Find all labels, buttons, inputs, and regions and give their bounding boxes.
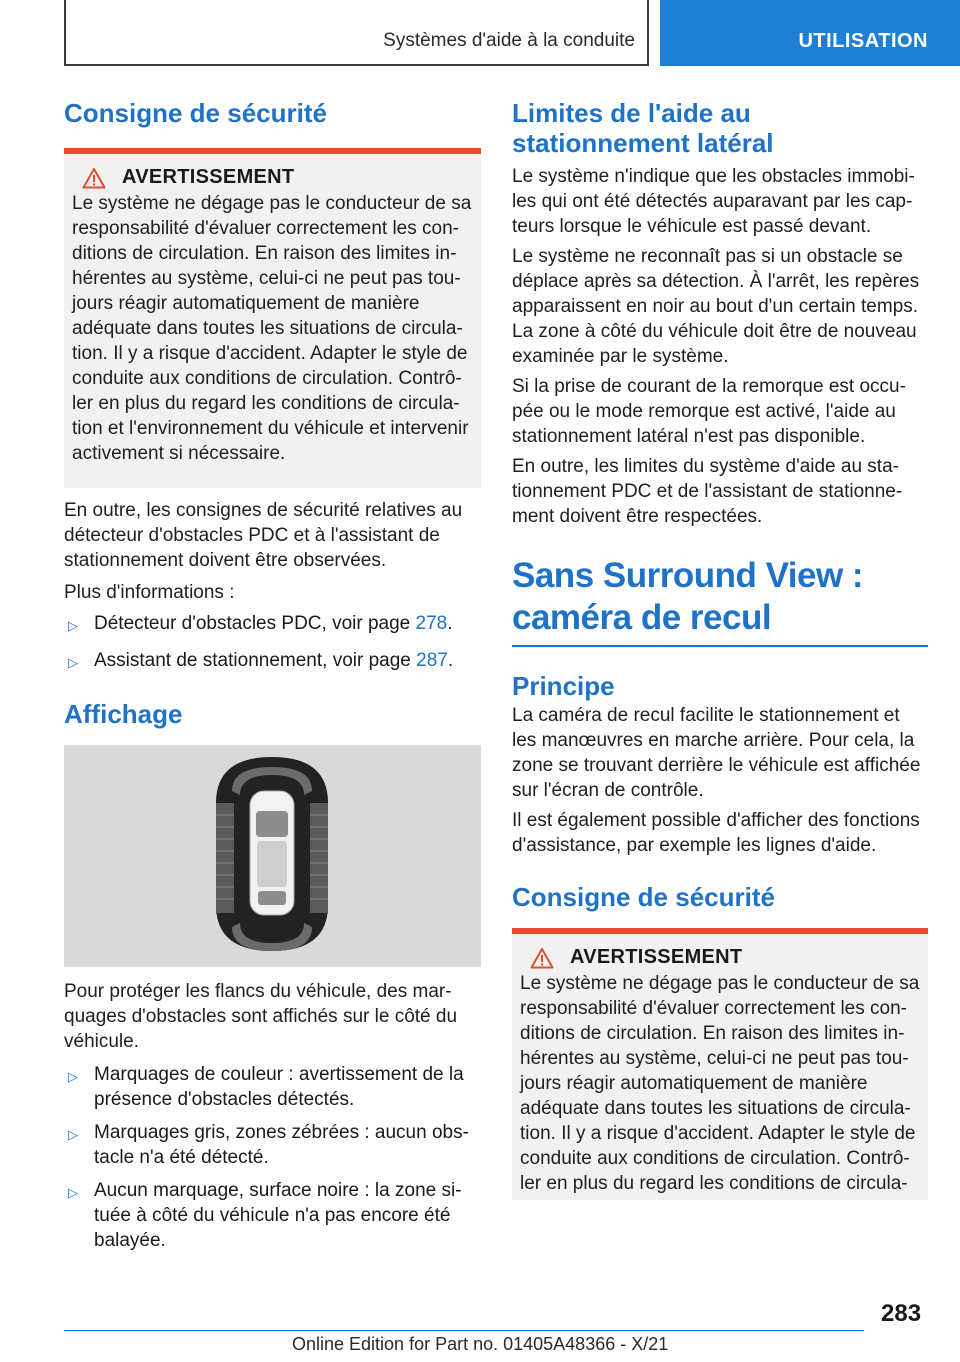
warning-triangle-icon bbox=[530, 947, 554, 969]
display-heading: Affichage bbox=[64, 699, 183, 729]
safety-heading: Consigne de sécurité bbox=[64, 98, 327, 128]
warning-line: Le système ne dégage pas le conducteur de sa bbox=[520, 973, 920, 994]
warning-line: Le système ne dégage pas le conducteur de sa bbox=[72, 193, 472, 214]
warning-line: tion et l'environnement du véhicule et intervenir bbox=[72, 418, 469, 439]
warning-line: tion. Il y a risque d'accident. Adapter le style de bbox=[72, 343, 468, 364]
warning-line: tion. Il y a risque d'accident. Adapter le style de bbox=[520, 1123, 916, 1144]
principle-paragraph: Il est également possible d'afficher des fonctions d'assistance, par exemple les lignes d'aide. bbox=[512, 810, 920, 856]
warning-line: ler en plus du regard les conditions de circula- bbox=[520, 1173, 908, 1194]
text-line: stationnement doivent être observées. bbox=[64, 550, 387, 571]
warning-line: ler en plus du regard les conditions de circula- bbox=[72, 393, 460, 414]
warning-box bbox=[512, 928, 928, 1200]
text-line: quages d'obstacles sont affichés sur le côté du bbox=[64, 1006, 458, 1027]
limits-paragraph: En outre, les limites du système d'aide au sta- tionnement PDC et de l'assistant de stationne- ment doivent être respectées. bbox=[512, 456, 903, 527]
warning-line: activement si nécessaire. bbox=[72, 443, 286, 464]
footer-edition: Online Edition for Part no. 01405A48366 - X/21 bbox=[292, 1334, 669, 1354]
text-line: En outre, les consignes de sécurité relatives au bbox=[64, 500, 463, 521]
header-tab-label: UTILISATION bbox=[798, 30, 928, 52]
page-link-287[interactable]: 287 bbox=[416, 650, 448, 671]
triangle-right-icon: ▷ bbox=[68, 1069, 78, 1084]
header-tab[interactable] bbox=[660, 0, 960, 66]
list-item: ▷ Marquages de couleur : avertissement de la présence d'obstacles détectés. bbox=[64, 1062, 481, 1112]
page-link-278[interactable]: 278 bbox=[415, 613, 448, 634]
limits-paragraph: Le système ne reconnaît pas si un obstacle se déplace après sa détection. À l'arrêt, les repères apparaissent en noir au bout d'un certain temps. La zone à côté du véhicule doit être de nouveau examinée par le système. bbox=[512, 246, 920, 367]
header-section-box bbox=[64, 0, 649, 66]
footer-rule bbox=[64, 1330, 864, 1331]
warning-box bbox=[64, 148, 481, 488]
limits-heading: Limites de l'aide au stationnement latéral bbox=[512, 98, 774, 158]
warning-line: hérentes au système, celui-ci ne peut pas tou- bbox=[520, 1048, 909, 1069]
warning-line: jours réagir automatiquement de manière bbox=[520, 1073, 868, 1094]
warning-line: hérentes au système, celui-ci ne peut pas tou- bbox=[72, 268, 461, 289]
limits-paragraph: Si la prise de courant de la remorque est occu- pée ou le mode remorque est activé, l'aide au stationnement latéral n'est pas disponible. bbox=[512, 376, 906, 447]
side-view-illustration bbox=[64, 745, 481, 967]
list-item: ▷ Marquages gris, zones zébrées : aucun obs- tacle n'a été détecté. bbox=[64, 1120, 481, 1170]
triangle-right-icon: ▷ bbox=[68, 1185, 78, 1200]
left-column bbox=[64, 98, 481, 1253]
warning-title: AVERTISSEMENT bbox=[570, 946, 743, 968]
warning-line: adéquate dans toutes les situations de circula- bbox=[72, 318, 463, 339]
text-line: Pour protéger les flancs du véhicule, des mar- bbox=[64, 981, 452, 1002]
warning-line: conduite aux conditions de circulation. Contrô- bbox=[520, 1148, 910, 1169]
list-item: ▷ Aucun marquage, surface noire : la zone si- tuée à côté du véhicule n'a pas encore été balayée. bbox=[64, 1178, 481, 1253]
warning-line: conduite aux conditions de circulation. Contrô- bbox=[72, 368, 462, 389]
safety-heading-2: Consigne de sécurité bbox=[512, 882, 775, 912]
right-column bbox=[512, 98, 928, 1200]
rear-camera-heading: Sans Surround View : caméra de recul bbox=[512, 556, 864, 637]
warning-title-row bbox=[72, 166, 473, 189]
warning-line: responsabilité d'évaluer correctement les con- bbox=[72, 218, 459, 239]
limits-paragraph: Le système n'indique que les obstacles immobi- les qui ont été détectés auparavant par les cap- teurs lorsque le véhicule est passé devant. bbox=[512, 166, 915, 237]
triangle-right-icon: ▷ bbox=[68, 655, 78, 670]
text-line: véhicule. bbox=[64, 1031, 139, 1052]
warning-text bbox=[520, 971, 920, 1196]
list-item: ▷ Détecteur d'obstacles PDC, voir page 278. bbox=[64, 611, 481, 638]
triangle-right-icon: ▷ bbox=[68, 1127, 78, 1142]
pdc-safety-paragraph bbox=[64, 498, 481, 573]
page-number: 283 bbox=[881, 1300, 922, 1327]
warning-triangle-icon bbox=[82, 167, 106, 189]
parking-display-graphic bbox=[64, 745, 481, 967]
warning-line: jours réagir automatiquement de manière bbox=[72, 293, 420, 314]
warning-line: ditions de circulation. En raison des limites in- bbox=[72, 243, 457, 264]
header-section-title: Systèmes d'aide à la conduite bbox=[383, 30, 635, 51]
principle-heading: Principe bbox=[512, 671, 615, 701]
warning-line: responsabilité d'évaluer correctement les con- bbox=[520, 998, 907, 1019]
principle-paragraph: La caméra de recul facilite le stationnement et les manœuvres en marche arrière. Pour cela, la zone se trouvant derrière le véhicule est affichée sur l'écran de contrôle. bbox=[512, 705, 921, 801]
list-item: ▷ Assistant de stationnement, voir page 287. bbox=[64, 648, 481, 675]
heading-rule bbox=[512, 645, 928, 647]
warning-title-row bbox=[520, 946, 920, 969]
more-info-label: Plus d'informations : bbox=[64, 582, 235, 603]
side-protection-paragraph bbox=[64, 979, 481, 1054]
warning-text bbox=[72, 191, 473, 466]
triangle-right-icon: ▷ bbox=[68, 618, 78, 633]
warning-line: ditions de circulation. En raison des limites in- bbox=[520, 1023, 905, 1044]
warning-line: adéquate dans toutes les situations de circula- bbox=[520, 1098, 911, 1119]
text-line: détecteur d'obstacles PDC et à l'assistant de bbox=[64, 525, 440, 546]
warning-title: AVERTISSEMENT bbox=[122, 166, 295, 188]
